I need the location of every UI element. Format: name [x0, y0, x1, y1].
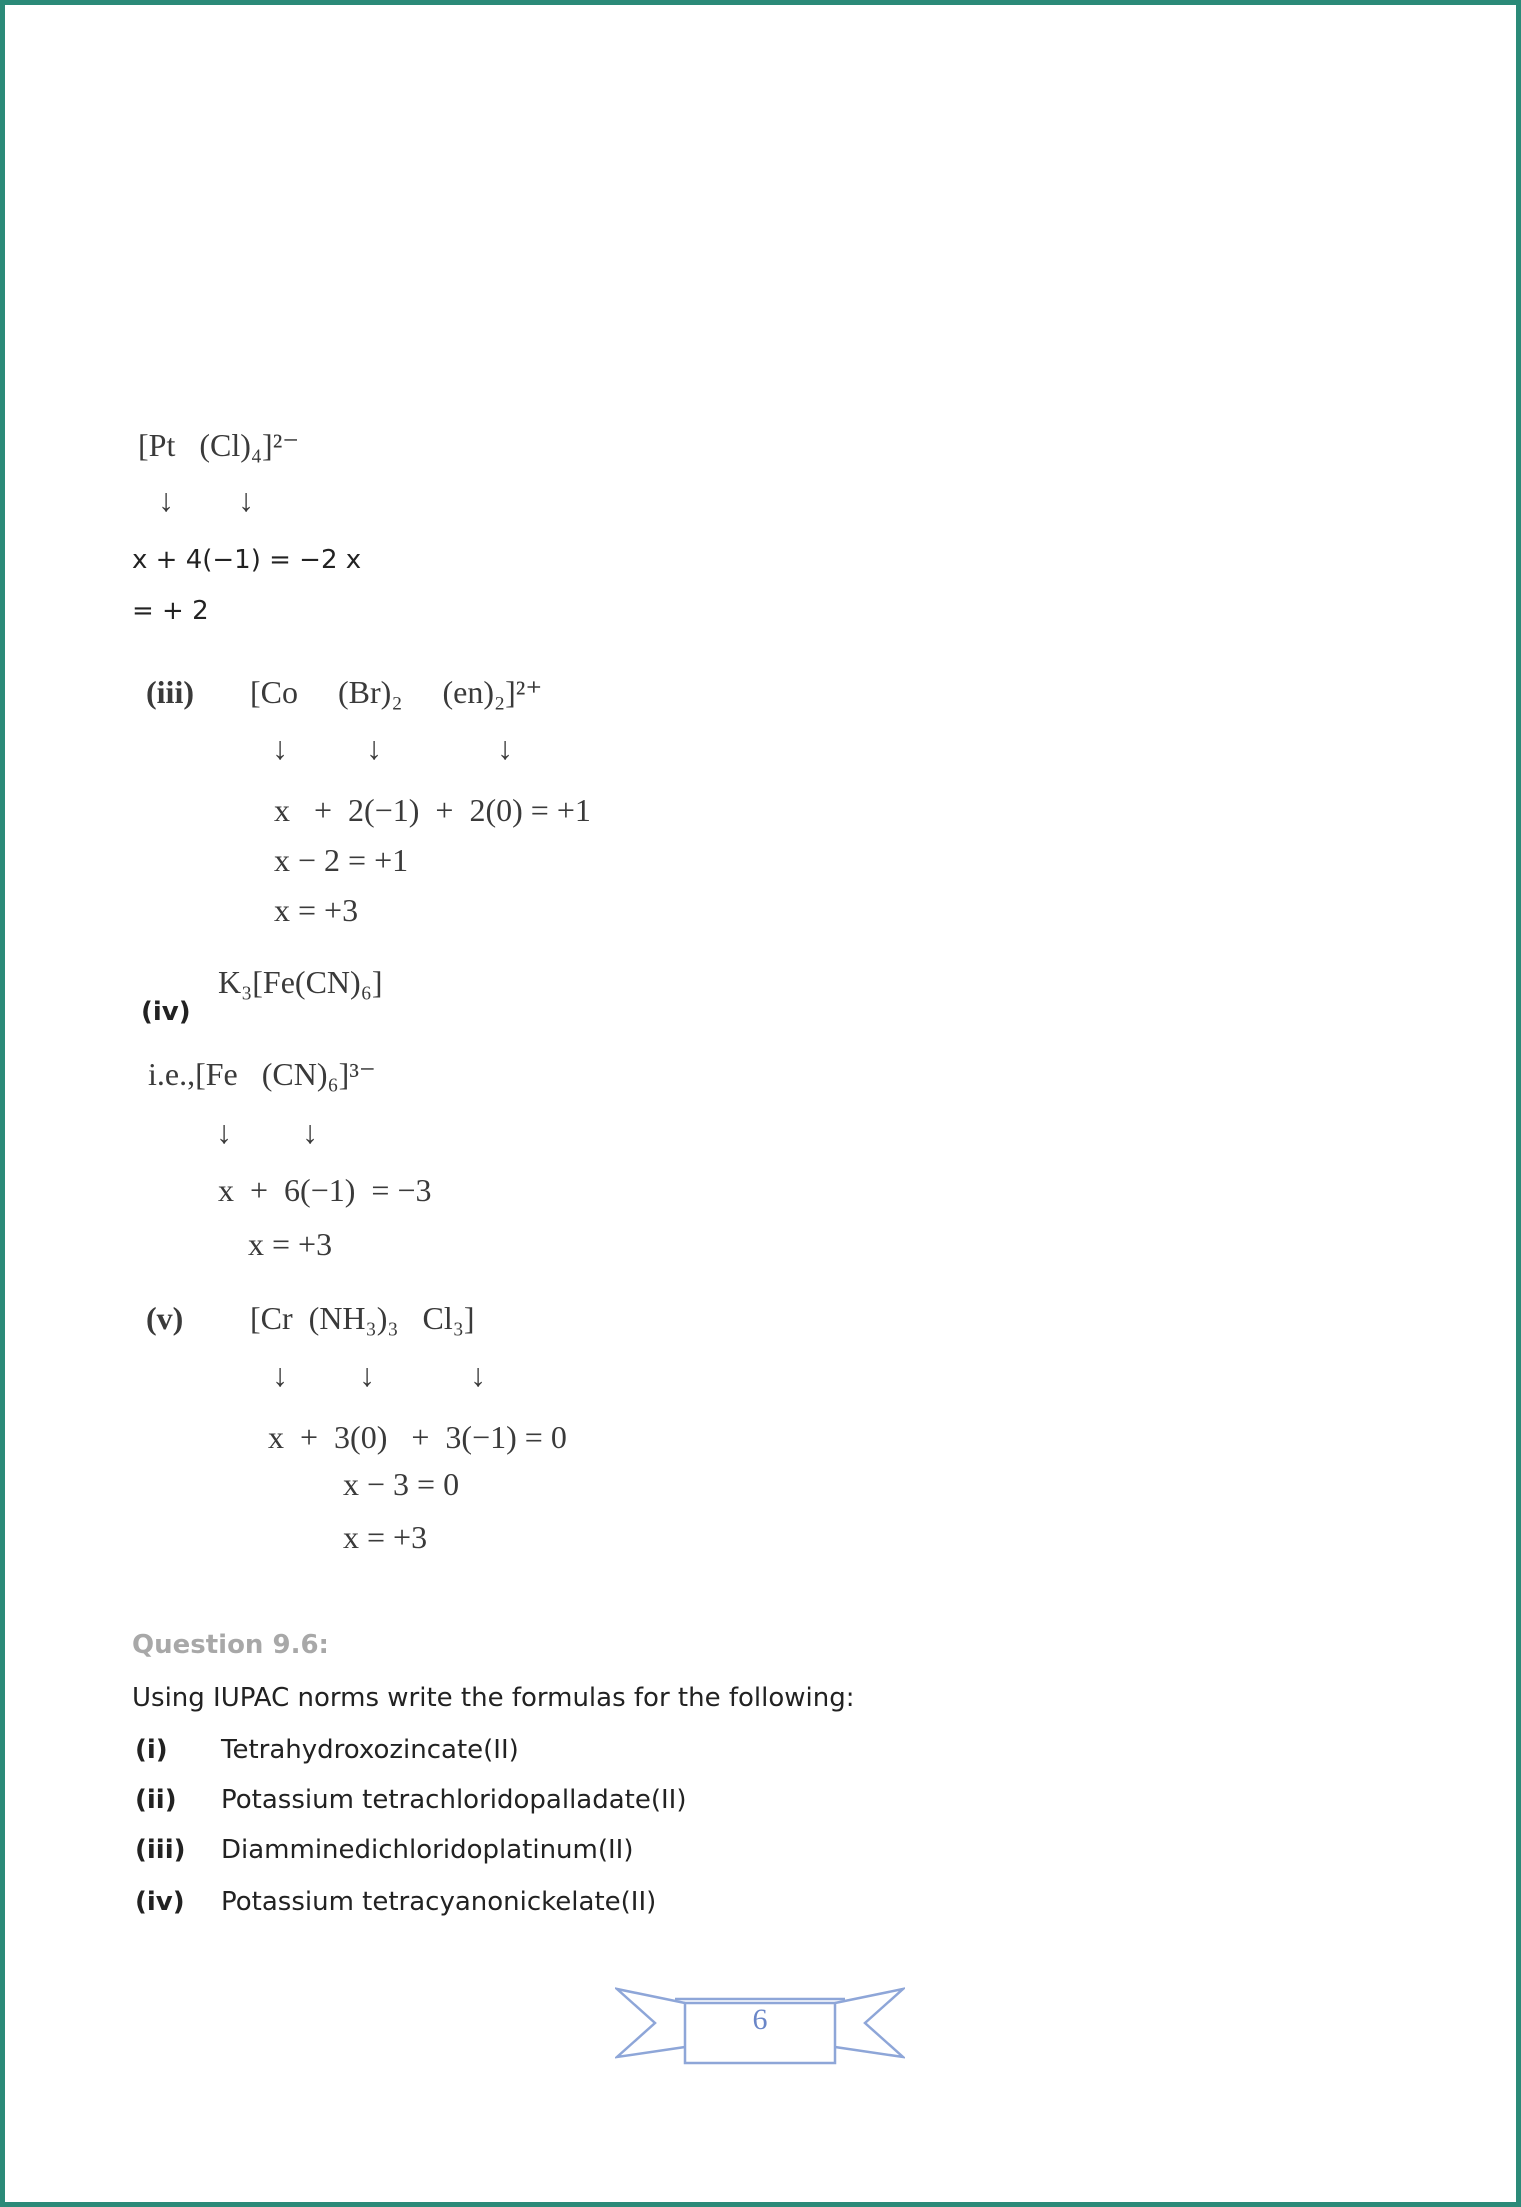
equation-line: x + 2(−1) + 2(0) = +1	[274, 792, 591, 828]
item-text: Tetrahydroxozincate(II)	[221, 1735, 519, 1765]
page-number-badge	[615, 1985, 905, 2065]
question-title: Question 9.6:	[132, 1630, 329, 1660]
equation-line: x − 3 = 0	[343, 1466, 460, 1502]
part-label: (iii)	[146, 674, 194, 710]
co-complex-formula: [Co (Br)₂ (en)₂]²⁺	[250, 674, 543, 710]
equation-line: x = +3	[248, 1226, 333, 1262]
equation-line: x = +3	[343, 1519, 428, 1555]
part-label: (iv)	[141, 997, 191, 1027]
cr-complex-formula: [Cr (NH₃)₃ Cl₃]	[250, 1300, 475, 1336]
ie-formula: i.e.,[Fe (CN)₆]³⁻	[148, 1056, 376, 1092]
arrow-down: ↓	[238, 482, 254, 518]
fe-complex-formula: K₃[Fe(CN)₆]	[218, 964, 383, 1000]
equation-line: x − 2 = +1	[274, 842, 409, 878]
arrow-down: ↓	[216, 1114, 232, 1150]
arrow-down: ↓	[366, 730, 382, 766]
pt-complex-formula: [Pt (Cl)₄]²⁻	[138, 427, 300, 463]
arrow-down: ↓	[158, 482, 174, 518]
arrow-down: ↓	[272, 730, 288, 766]
arrow-down: ↓	[497, 730, 513, 766]
question-prompt: Using IUPAC norms write the formulas for the following:	[132, 1683, 855, 1713]
item-text: Diamminedichloridoplatinum(II)	[221, 1835, 634, 1865]
item-text: Potassium tetrachloridopalladate(II)	[221, 1785, 687, 1815]
arrow-down: ↓	[272, 1357, 288, 1393]
arrow-down: ↓	[470, 1357, 486, 1393]
equation-line: x + 4(−1) = −2 x	[132, 545, 362, 575]
item-text: Potassium tetracyanonickelate(II)	[221, 1887, 657, 1917]
part-label: (v)	[146, 1300, 184, 1336]
item-label: (iv)	[135, 1887, 185, 1917]
arrow-down: ↓	[359, 1357, 375, 1393]
equation-line: x + 6(−1) = −3	[218, 1172, 432, 1208]
equation-line: x + 3(0) + 3(−1) = 0	[268, 1419, 567, 1455]
page-number: 6	[752, 2003, 768, 2036]
arrow-down: ↓	[302, 1114, 318, 1150]
item-label: (iii)	[135, 1835, 186, 1865]
equation-line: = + 2	[132, 596, 209, 626]
item-label: (ii)	[135, 1785, 177, 1815]
item-label: (i)	[135, 1735, 168, 1765]
equation-line: x = +3	[274, 892, 359, 928]
